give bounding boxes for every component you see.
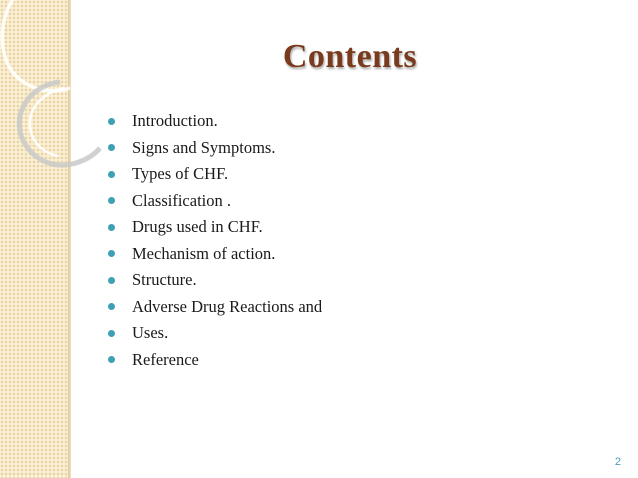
bullet-icon [108,197,115,204]
slide-title: Contents [282,38,418,75]
list-item-label: Uses. [132,323,169,343]
list-item [108,161,322,188]
bullet-icon [108,144,115,151]
list-item [108,241,322,268]
list-item [108,108,322,135]
bullet-icon [108,250,115,257]
list-item [108,294,322,321]
list-item [108,347,322,374]
list-item-label: Structure. [132,270,197,290]
list-item [108,188,322,215]
list-item [108,267,322,294]
list-item-label: Types of CHF. [132,164,229,184]
list-item-label: Adverse Drug Reactions and [132,296,323,316]
bullet-icon [108,356,115,363]
list-item-label: Reference [132,349,199,369]
bullet-icon [108,118,115,125]
bullet-icon [108,224,115,231]
list-item-label: Introduction. [132,111,218,131]
list-item-label: Drugs used in CHF. [132,217,263,237]
list-item [108,320,322,347]
page-number: 2 [614,456,621,468]
bullet-icon [108,330,115,337]
bullet-icon [108,171,115,178]
contents-list [108,108,322,373]
bullet-icon [108,303,115,310]
list-item-label: Classification . [132,190,231,210]
list-item [108,135,322,162]
list-item-label: Signs and Symptoms. [132,137,276,157]
bullet-icon [108,277,115,284]
list-item [108,214,322,241]
list-item-label: Mechanism of action. [132,243,276,263]
